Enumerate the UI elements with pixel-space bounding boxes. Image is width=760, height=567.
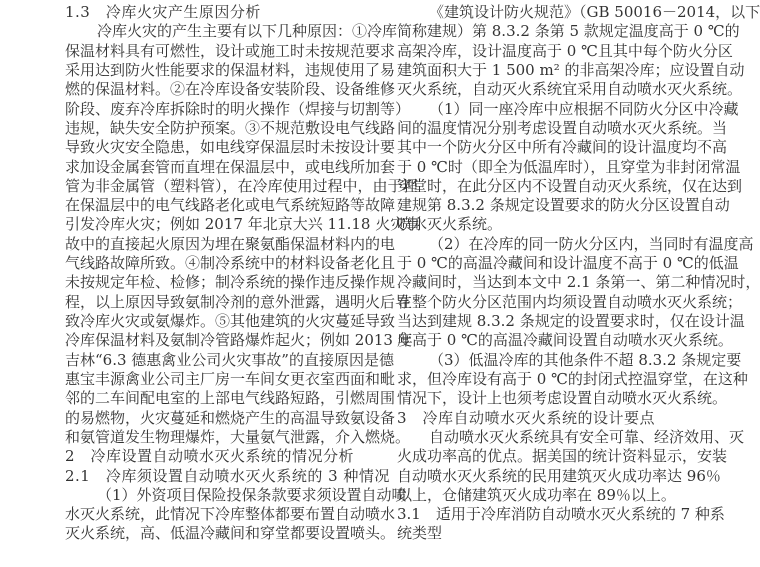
text-line: 惠宝丰源禽业公司主厂房一车间女更衣室西面和毗 [65, 369, 396, 388]
text-line: 自动喷水灭火系统具有安全可靠、经济效用、灭 [429, 427, 745, 446]
text-line: 建规第 8.3.2 条规定设置要求的防火分区设置自动 [397, 196, 730, 215]
text-line: （2）在冷库的同一防火分区内，当同时有温度高 [429, 234, 754, 253]
text-line: 3.1 适用于冷库消防自动喷水灭火系统的 7 种系 [397, 505, 725, 524]
section-heading: 3 冷库自动喷水灭火系统的设计要点 [397, 408, 656, 427]
text-line: 和氨管道发生物理爆炸，大量氨气泄露，介入燃烧。 [65, 427, 411, 446]
text-line: 程，以上原因导致氨制冷剂的意外泄露，遇明火后导 [65, 292, 411, 311]
text-line: 导致火灾安全隐患，如电线穿保温层时未按设计要 [65, 138, 396, 157]
text-line: （1）同一座冷库中应根据不同防火分区中冷藏 [429, 99, 739, 118]
text-line: 采用达到防火性能要求的保温材料，违规使用了易 [65, 60, 396, 79]
text-line: 邻的二车间配电室的上部电气线路短路，引燃周围 [65, 389, 396, 408]
section-heading: 2.1 冷库须设置自动喷水灭火系统的 3 种情况 [65, 466, 390, 485]
text-line: 水灭火系统，此情况下冷库整体都要布置自动喷水 [65, 505, 396, 524]
text-line: 求，但冷库设有高于 0 ℃的封闭式控温穿堂，在这种 [397, 369, 748, 388]
text-line: 冷库保温材料及氨制冷管路爆炸起火；例如 2013 年 [65, 331, 413, 350]
text-line: 吉林“6.3 德惠禽业公司火灾事故”的直接原因是德 [65, 350, 394, 369]
text-line: 以上，仓储建筑灭火成功率在 89％以上。 [397, 485, 676, 504]
text-line: （1）外资项目保险投保条款要求须设置自动喷 [97, 485, 407, 504]
text-line: 的易燃物，火灾蔓延和燃烧产生的高温导致氨设备 [65, 408, 396, 427]
text-line: 在整个防火分区范围内均须设置自动喷水灭火系统； [397, 292, 743, 311]
text-line: 统类型 [397, 524, 443, 543]
text-line: 度高于 0 ℃的高温冷藏间设置自动喷水灭火系统。 [397, 331, 733, 350]
right-column [397, 3, 760, 544]
text-line: 冷库火灾的产生主要有以下几种原因：①冷库 [97, 22, 398, 41]
text-line: 火成功率高的优点。据美国的统计资料显示，安装 [397, 447, 728, 466]
section-heading: 2 冷库设置自动喷水灭火系统的情况分析 [65, 447, 355, 466]
text-line: 喷水灭火系统。 [397, 215, 503, 234]
text-line: 保温材料具有可燃性，设计或施工时未按规范要求 [65, 41, 396, 60]
text-line: 违规，缺失安全防护预案。③不规范敷设电气线路 [65, 118, 396, 137]
section-heading: 1.3 冷库火灾产生原因分析 [65, 3, 261, 21]
text-line: 气线路故障所致。④制冷系统中的材料设备老化且 [65, 254, 396, 273]
text-line: 燃的保温材料。②在冷库设备安装阶段、设备维修 [65, 80, 396, 99]
text-line: 管为非金属管（塑料管），在冷库使用过程中，由于埋 [65, 176, 418, 195]
text-line: 《建筑设计防火规范》（GB 50016－2014，以下 [429, 3, 760, 21]
text-line: 致冷库火灾或氨爆炸。⑤其他建筑的火灾蔓延导致 [65, 312, 396, 330]
text-line: 未按规定年检、检修；制冷系统的操作违反操作规 [65, 273, 396, 292]
text-line: 自动喷水灭火系统的民用建筑灭火成功率达 96％ [397, 466, 721, 485]
text-line: 灭火系统，高、低温冷藏间和穿堂都要设置喷头。 [65, 524, 396, 543]
text-line: 高架冷库，设计温度高于 0 ℃且其中每个防火分区 [397, 41, 733, 60]
text-line: 情况下，设计上也须考虑设置自动喷水灭火系统。 [397, 389, 728, 408]
text-line: 阶段、废弃冷库拆除时的明火操作（焊接与切割等） [65, 99, 411, 118]
text-line: 间的温度情况分别考虑设置自动喷水灭火系统。当 [397, 118, 728, 137]
text-line: 当达到建规 8.3.2 条规定的设置要求时，仅在设计温 [397, 312, 745, 330]
text-line: 穿堂时，在此分区内不设置自动灭火系统，仅在达到 [397, 176, 743, 195]
text-line: 故中的直接起火原因为埋在聚氨酯保温材料内的电 [65, 234, 396, 253]
text-line: 引发冷库火灾；例如 2017 年北京大兴 11.18 火灾事 [65, 215, 421, 234]
text-line: 在保温层中的电气线路老化或电气系统短路等故障 [65, 196, 396, 215]
text-line: 冷藏间时，当达到本文中 2.1 条第一、第二种情况时， [397, 273, 760, 292]
text-line: 于 0 ℃时（即全为低温库时），且穿堂为非封闭常温 [397, 157, 741, 176]
text-line: 求加设金属套管而直埋在保温层中，或电线所加套 [65, 157, 396, 176]
text-line: 建筑面积大于 1 500 m² 的非高架冷库；应设置自动 [397, 60, 745, 79]
text-line: 简称建规）第 8.3.2 条第 5 款规定温度高于 0 ℃的 [397, 22, 740, 41]
text-line: （3）低温冷库的其他条件不超 8.3.2 条规定要 [429, 350, 742, 369]
text-line: 于 0 ℃的高温冷藏间和设计温度不高于 0 ℃的低温 [397, 254, 739, 273]
text-line: 其中一个防火分区中所有冷藏间的设计温度均不高 [397, 138, 728, 157]
text-line: 灭火系统，自动灭火系统宜采用自动喷水灭火系统。 [397, 80, 743, 99]
